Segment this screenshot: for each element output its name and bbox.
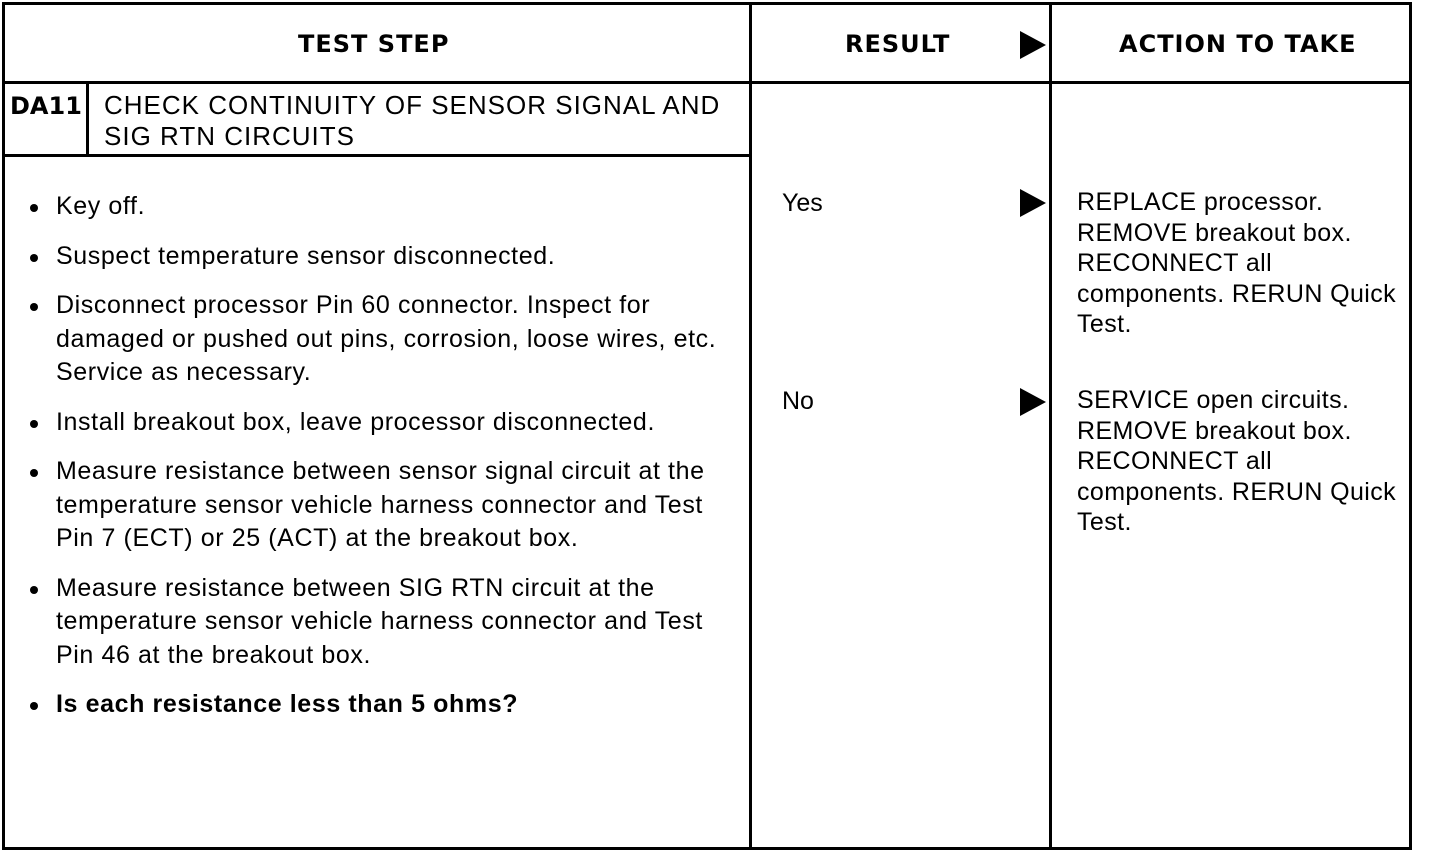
step-title: CHECK CONTINUITY OF SENSOR SIGNAL AND SIG RTN CIRCUITS: [104, 90, 721, 151]
bullet-item: Install breakout box, leave processor disconnected.: [28, 406, 738, 440]
header-arrow-icon: [1020, 31, 1046, 59]
bullet-item: Key off.: [28, 190, 738, 224]
step-id: DA11: [10, 92, 82, 120]
bullet-item: Suspect temperature sensor disconnected.: [28, 240, 738, 274]
header-result: RESULT: [845, 30, 951, 58]
test-step-bullets: [28, 190, 738, 738]
step-title-underline: [2, 154, 752, 157]
result-no-arrow-icon: [1020, 388, 1046, 416]
header-test-step: TEST STEP: [298, 30, 450, 58]
header-underline: [2, 81, 1411, 84]
result-yes: Yes: [782, 189, 823, 217]
divider-step-id: [86, 82, 89, 156]
bullet-item: Measure resistance between sensor signal circuit at the temperature sensor vehicle harness connector and Test Pin 7 (ECT) or 25 (ACT) at the breakout box.: [28, 455, 738, 556]
action-no: SERVICE open circuits. REMOVE breakout box. RECONNECT all components. RERUN Quick Test.: [1077, 386, 1397, 536]
header-action: ACTION TO TAKE: [1119, 30, 1357, 58]
result-no: No: [782, 387, 814, 415]
divider-result-action: [1049, 2, 1052, 850]
result-yes-arrow-icon: [1020, 189, 1046, 217]
bullet-question: Is each resistance less than 5 ohms?: [28, 688, 738, 722]
bullet-item: Disconnect processor Pin 60 connector. Inspect for damaged or pushed out pins, corrosion, loose wires, etc. Service as necessary.: [28, 289, 738, 390]
bullet-item: Measure resistance between SIG RTN circuit at the temperature sensor vehicle harness connector and Test Pin 46 at the breakout box.: [28, 572, 738, 673]
action-yes: REPLACE processor. REMOVE breakout box. RECONNECT all components. RERUN Quick Test.: [1077, 188, 1397, 338]
